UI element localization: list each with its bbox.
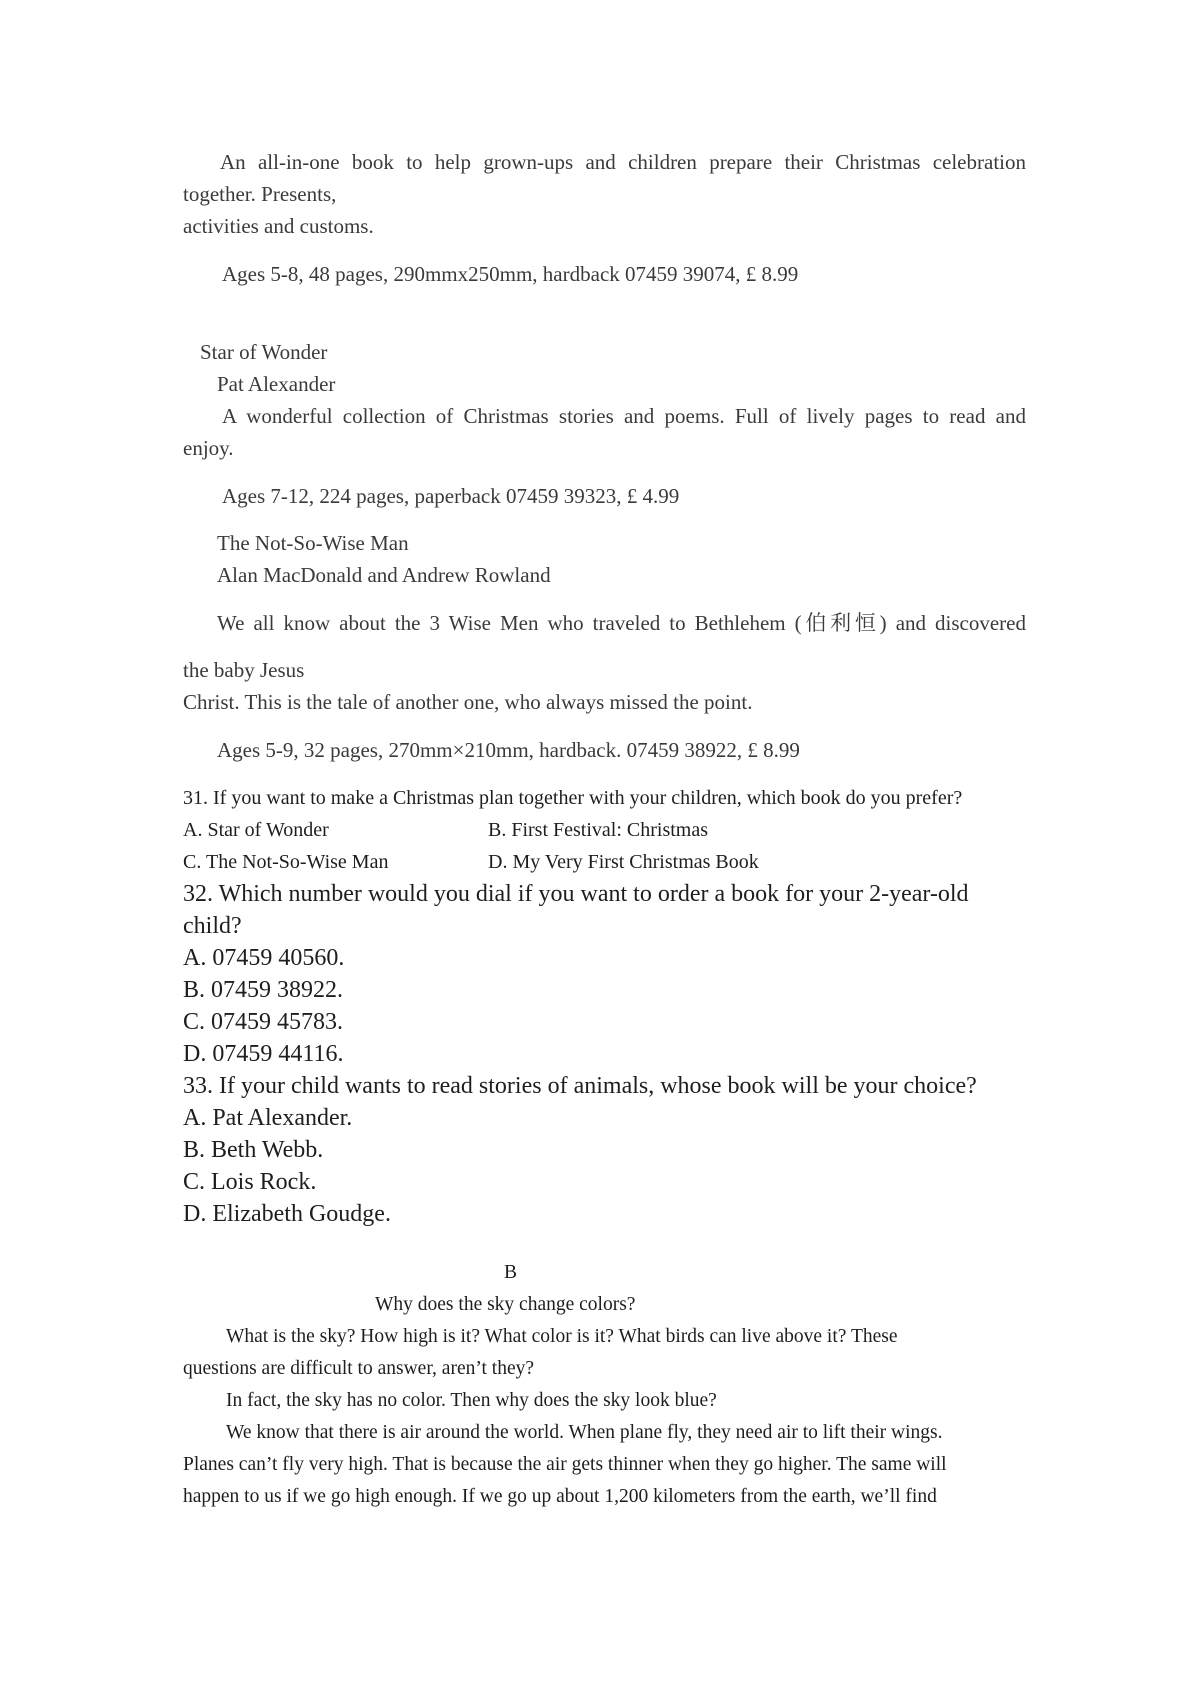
section-b-paragraph-2: In fact, the sky has no color. Then why does the sky look blue? [226,1390,717,1411]
q32-option-b: B. 07459 38922. [183,977,344,1003]
question-33: 33. If your child wants to read stories of animals, whose book will be your choice? [183,1073,977,1099]
q31-option-c: C. The Not-So-Wise Man [183,851,389,873]
section-b-paragraph-3-line-2: Planes can’t fly very high. That is because the air gets thinner when they go higher. The same will [183,1454,947,1475]
q31-option-b: B. First Festival: Christmas [488,819,709,841]
q31-option-a: A. Star of Wonder [183,819,329,841]
book1-details: Ages 5-8, 48 pages, 290mmx250mm, hardback 07459 39074, £ 8.99 [222,262,799,286]
section-b-paragraph-3-line-1: We know that there is air around the world. When plane fly, they need air to lift their wings. [226,1422,943,1443]
section-b-paragraph-1-line-2: questions are difficult to answer, aren’t they? [183,1358,535,1379]
book3-description-line-1: We all know about the 3 Wise Men who traveled to Bethlehem (伯利恒) and discovered [217,611,1026,635]
book3-author: Alan MacDonald and Andrew Rowland [217,563,551,587]
q33-option-c: C. Lois Rock. [183,1169,317,1195]
book3-title: The Not-So-Wise Man [217,531,409,555]
book2-description-line-1: A wonderful collection of Christmas stories and poems. Full of lively pages to read and [222,404,1026,428]
q31-option-d: D. My Very First Christmas Book [488,851,759,873]
book2-title: Star of Wonder [200,340,328,364]
book3-description-line-3: Christ. This is the tale of another one, who always missed the point. [183,690,753,714]
book1-description-line-2: together. Presents, [183,182,337,206]
section-b-paragraph-3-line-3: happen to us if we go high enough. If we go up about 1,200 kilometers from the earth, we’ll find [183,1486,937,1507]
book2-description-line-2: enjoy. [183,436,234,460]
q33-option-d: D. Elizabeth Goudge. [183,1201,391,1227]
book2-author: Pat Alexander [217,372,336,396]
book3-description-line-2: the baby Jesus [183,658,305,682]
q32-option-a: A. 07459 40560. [183,945,345,971]
question-32-line-2: child? [183,913,242,939]
question-32-line-1: 32. Which number would you dial if you want to order a book for your 2-year-old [183,881,969,907]
book1-description-line-1: An all-in-one book to help grown-ups and children prepare their Christmas celebration [220,150,1026,174]
section-title: Why does the sky change colors? [375,1294,636,1315]
section-b-paragraph-1-line-1: What is the sky? How high is it? What color is it? What birds can live above it? These [226,1326,898,1347]
q32-option-d: D. 07459 44116. [183,1041,344,1067]
section-letter: B [504,1262,518,1283]
book3-details: Ages 5-9, 32 pages, 270mm×210mm, hardback. 07459 38922, £ 8.99 [217,738,800,762]
q33-option-b: B. Beth Webb. [183,1137,324,1163]
book1-description-line-3: activities and customs. [183,214,374,238]
q32-option-c: C. 07459 45783. [183,1009,344,1035]
book2-details: Ages 7-12, 224 pages, paperback 07459 39323, £ 4.99 [222,484,680,508]
question-31: 31. If you want to make a Christmas plan together with your children, which book do you prefer? [183,787,963,809]
q33-option-a: A. Pat Alexander. [183,1105,353,1131]
